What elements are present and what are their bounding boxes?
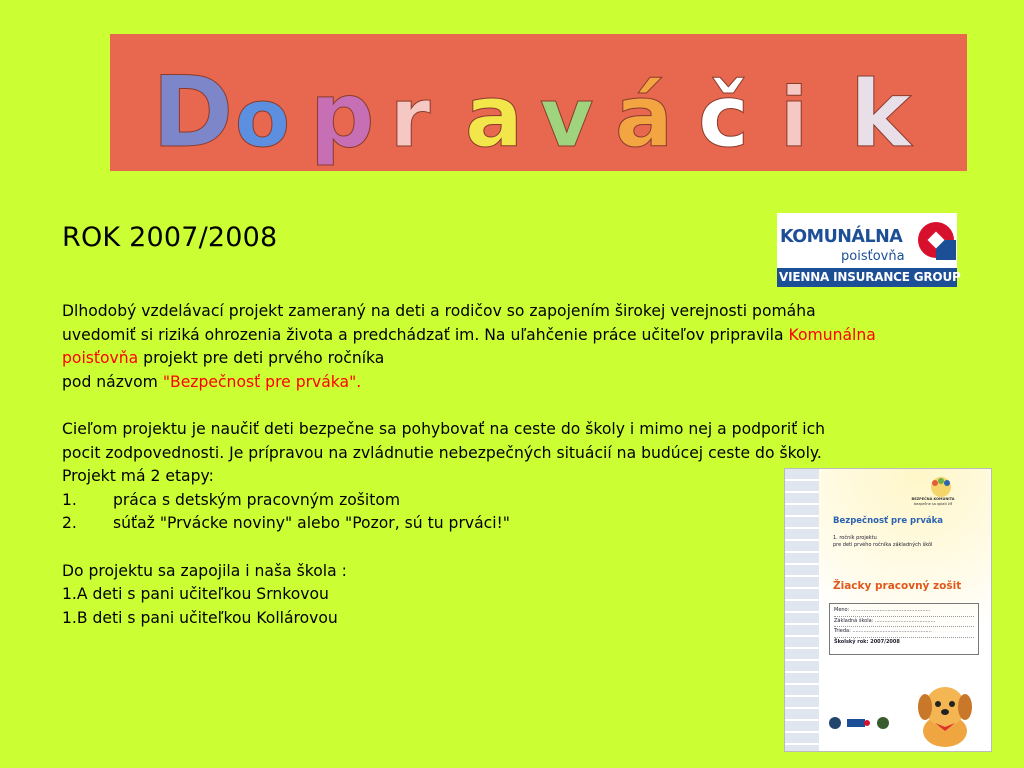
banner-letter: v [540,71,594,166]
cover-stripe [785,469,819,751]
banner-letter: á [615,67,674,167]
cover-partner-logos [827,713,897,733]
spacer [62,536,892,560]
intro-text-3: pod názvom [62,372,163,391]
stage-number: 2. [62,514,77,533]
banner-letter: D [152,56,234,170]
title-banner [110,34,967,171]
stages-title: Projekt má 2 etapy: [62,467,214,486]
goal-paragraph: Cieľom projektu je naučiť deti bezpečne sa pohybovať na ceste do školy i mimo nej a podporiť ich pocit zodpovednosti. Je prípravou na zvládnutie nebezpečných situácií na budúcej ceste do školy. [62,419,826,462]
banner-letter: a [465,67,524,167]
cover-field: Základná škola: ...................................... [834,617,974,628]
stage-text: súťaž "Prvácke noviny" alebo "Pozor, sú tu prváci!" [113,514,510,533]
spacer [62,394,892,418]
intro-paragraph [62,300,892,371]
project-name: "Bezpečnosť pre prváka". [162,372,362,391]
banner-letter: o [235,72,290,165]
stage-item [62,489,892,513]
cover-brand-sub: bezpečne sa oplatí žiť [913,502,953,506]
main-text [62,300,892,630]
workbook-cover-image [784,468,992,752]
banner-letter: r [390,71,431,166]
cover-field: Školský rok: 2007/2008 [834,638,900,645]
cover-subtitle-2: pre deti prvého ročníka základných škôl [833,542,933,548]
logo-name: KOMUNÁLNA [780,227,903,247]
class-item: 1.B deti s pani učiteľkou Kollárovou [62,608,338,627]
sponsor-name: Komunálna poisťovňa [62,325,876,368]
cover-heading: Žiacky pracovný zošit [833,580,962,592]
cover-subtitle [833,535,932,549]
stage-item [62,512,892,536]
logo-group: VIENNA INSURANCE GROUP [779,270,961,284]
cover-brand [903,497,963,507]
intro-text-1: Dlhodobý vzdelávací projekt zameraný na deti a rodičov so zapojením širokej verejnosti pomáha uvedomiť si riziká ohrozenia života a predchádzať im. Na uľahčenie práce učiteľov pripravila [62,302,816,344]
banner-lettering [110,34,967,171]
intro-paragraph-2 [62,371,892,395]
logo-sub: poisťovňa [841,249,905,264]
banner-letter: k [850,61,912,168]
intro-text-2: projekt pre deti prvého ročníka [138,349,385,368]
stage-text: práca s detským pracovným zošitom [113,490,401,509]
cover-brand-name: BEZPEČNÁ KOMUNITA [911,497,955,501]
cover-subtitle-1: 1. ročník projektu [833,535,877,541]
school-title: Do projektu sa zapojila i naša škola : [62,561,347,580]
dog-mascot-icon [905,679,985,749]
banner-letter: i [780,71,809,166]
banner-letter: p [310,63,375,168]
logo-emblem-icon [915,213,957,267]
page-title: ROK 2007/2008 [62,222,278,253]
sponsor-logo [777,213,961,287]
stage-number: 1. [62,490,77,509]
banner-letter: č [698,67,749,167]
class-item: 1.A deti s pani učiteľkou Srnkovou [62,585,329,604]
cover-field: Meno: .................................................. [834,606,974,617]
cover-field: Trieda: .................................................. [834,627,974,638]
cover-title: Bezpečnosť pre prváka [833,516,943,526]
cover-fields [829,603,979,655]
